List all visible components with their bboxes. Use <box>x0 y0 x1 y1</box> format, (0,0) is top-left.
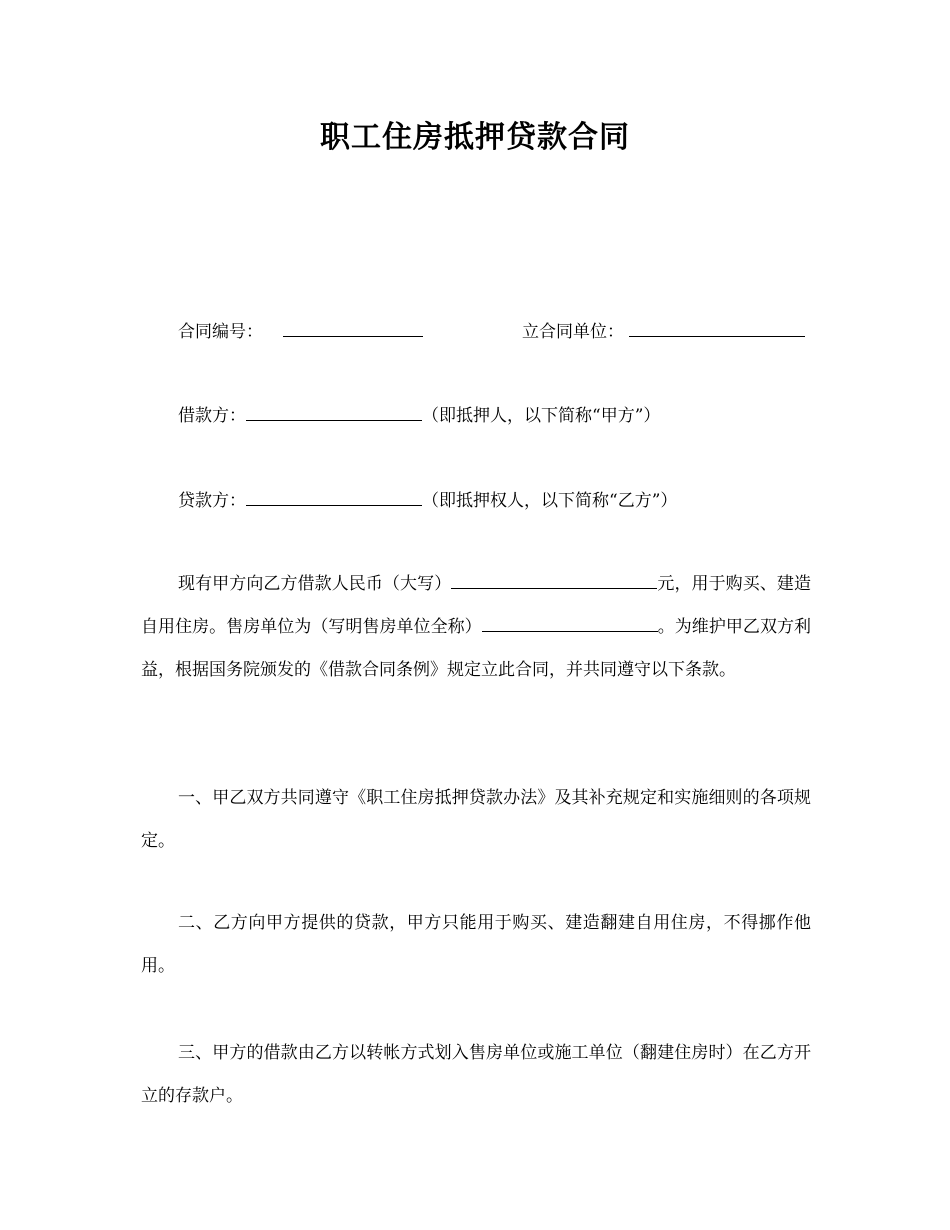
intro-text-3: 。为维护甲乙双方利益，根据国务院颁发的《借款合同条例》规定立此合同，并共同遵守以下条款。 <box>141 617 812 680</box>
seller-name-blank[interactable] <box>482 615 658 632</box>
lender-label: 贷款方： <box>178 491 246 511</box>
borrower-blank[interactable] <box>246 404 422 421</box>
page-title: 职工住房抵押贷款合同 <box>320 120 630 155</box>
contract-unit-label: 立合同单位： <box>522 322 624 342</box>
contract-header-row <box>178 320 423 344</box>
intro-paragraph <box>141 563 811 692</box>
borrower-row <box>178 404 660 428</box>
clause-2: 二、乙方向甲方提供的贷款，甲方只能用于购买、建造翻建自用住房，不得挪作他用。 <box>141 913 811 976</box>
clause-1: 一、甲乙双方共同遵守《职工住房抵押贷款办法》及其补充规定和实施细则的各项规定。 <box>141 788 811 851</box>
intro-text-2: 元，用于购买、建造自用住房。售房单位为（写明售房单位全称） <box>141 574 812 637</box>
lender-note: （即抵押权人，以下简称“乙方”） <box>422 491 678 511</box>
contract-unit-row <box>522 320 805 344</box>
contract-no-label: 合同编号： <box>178 322 263 342</box>
contract-no-blank[interactable] <box>283 320 423 337</box>
lender-row <box>178 489 677 513</box>
clause-3: 三、甲方的借款由乙方以转帐方式划入售房单位或施工单位（翻建住房时）在乙方开立的存款户。 <box>141 1043 811 1106</box>
borrower-label: 借款方： <box>178 406 246 426</box>
intro-text-1: 现有甲方向乙方借款人民币（大写） <box>178 574 452 594</box>
borrower-note: （即抵押人，以下简称“甲方”） <box>422 406 661 426</box>
lender-blank[interactable] <box>246 489 422 506</box>
loan-amount-blank[interactable] <box>451 572 657 589</box>
contract-unit-blank[interactable] <box>629 320 805 337</box>
